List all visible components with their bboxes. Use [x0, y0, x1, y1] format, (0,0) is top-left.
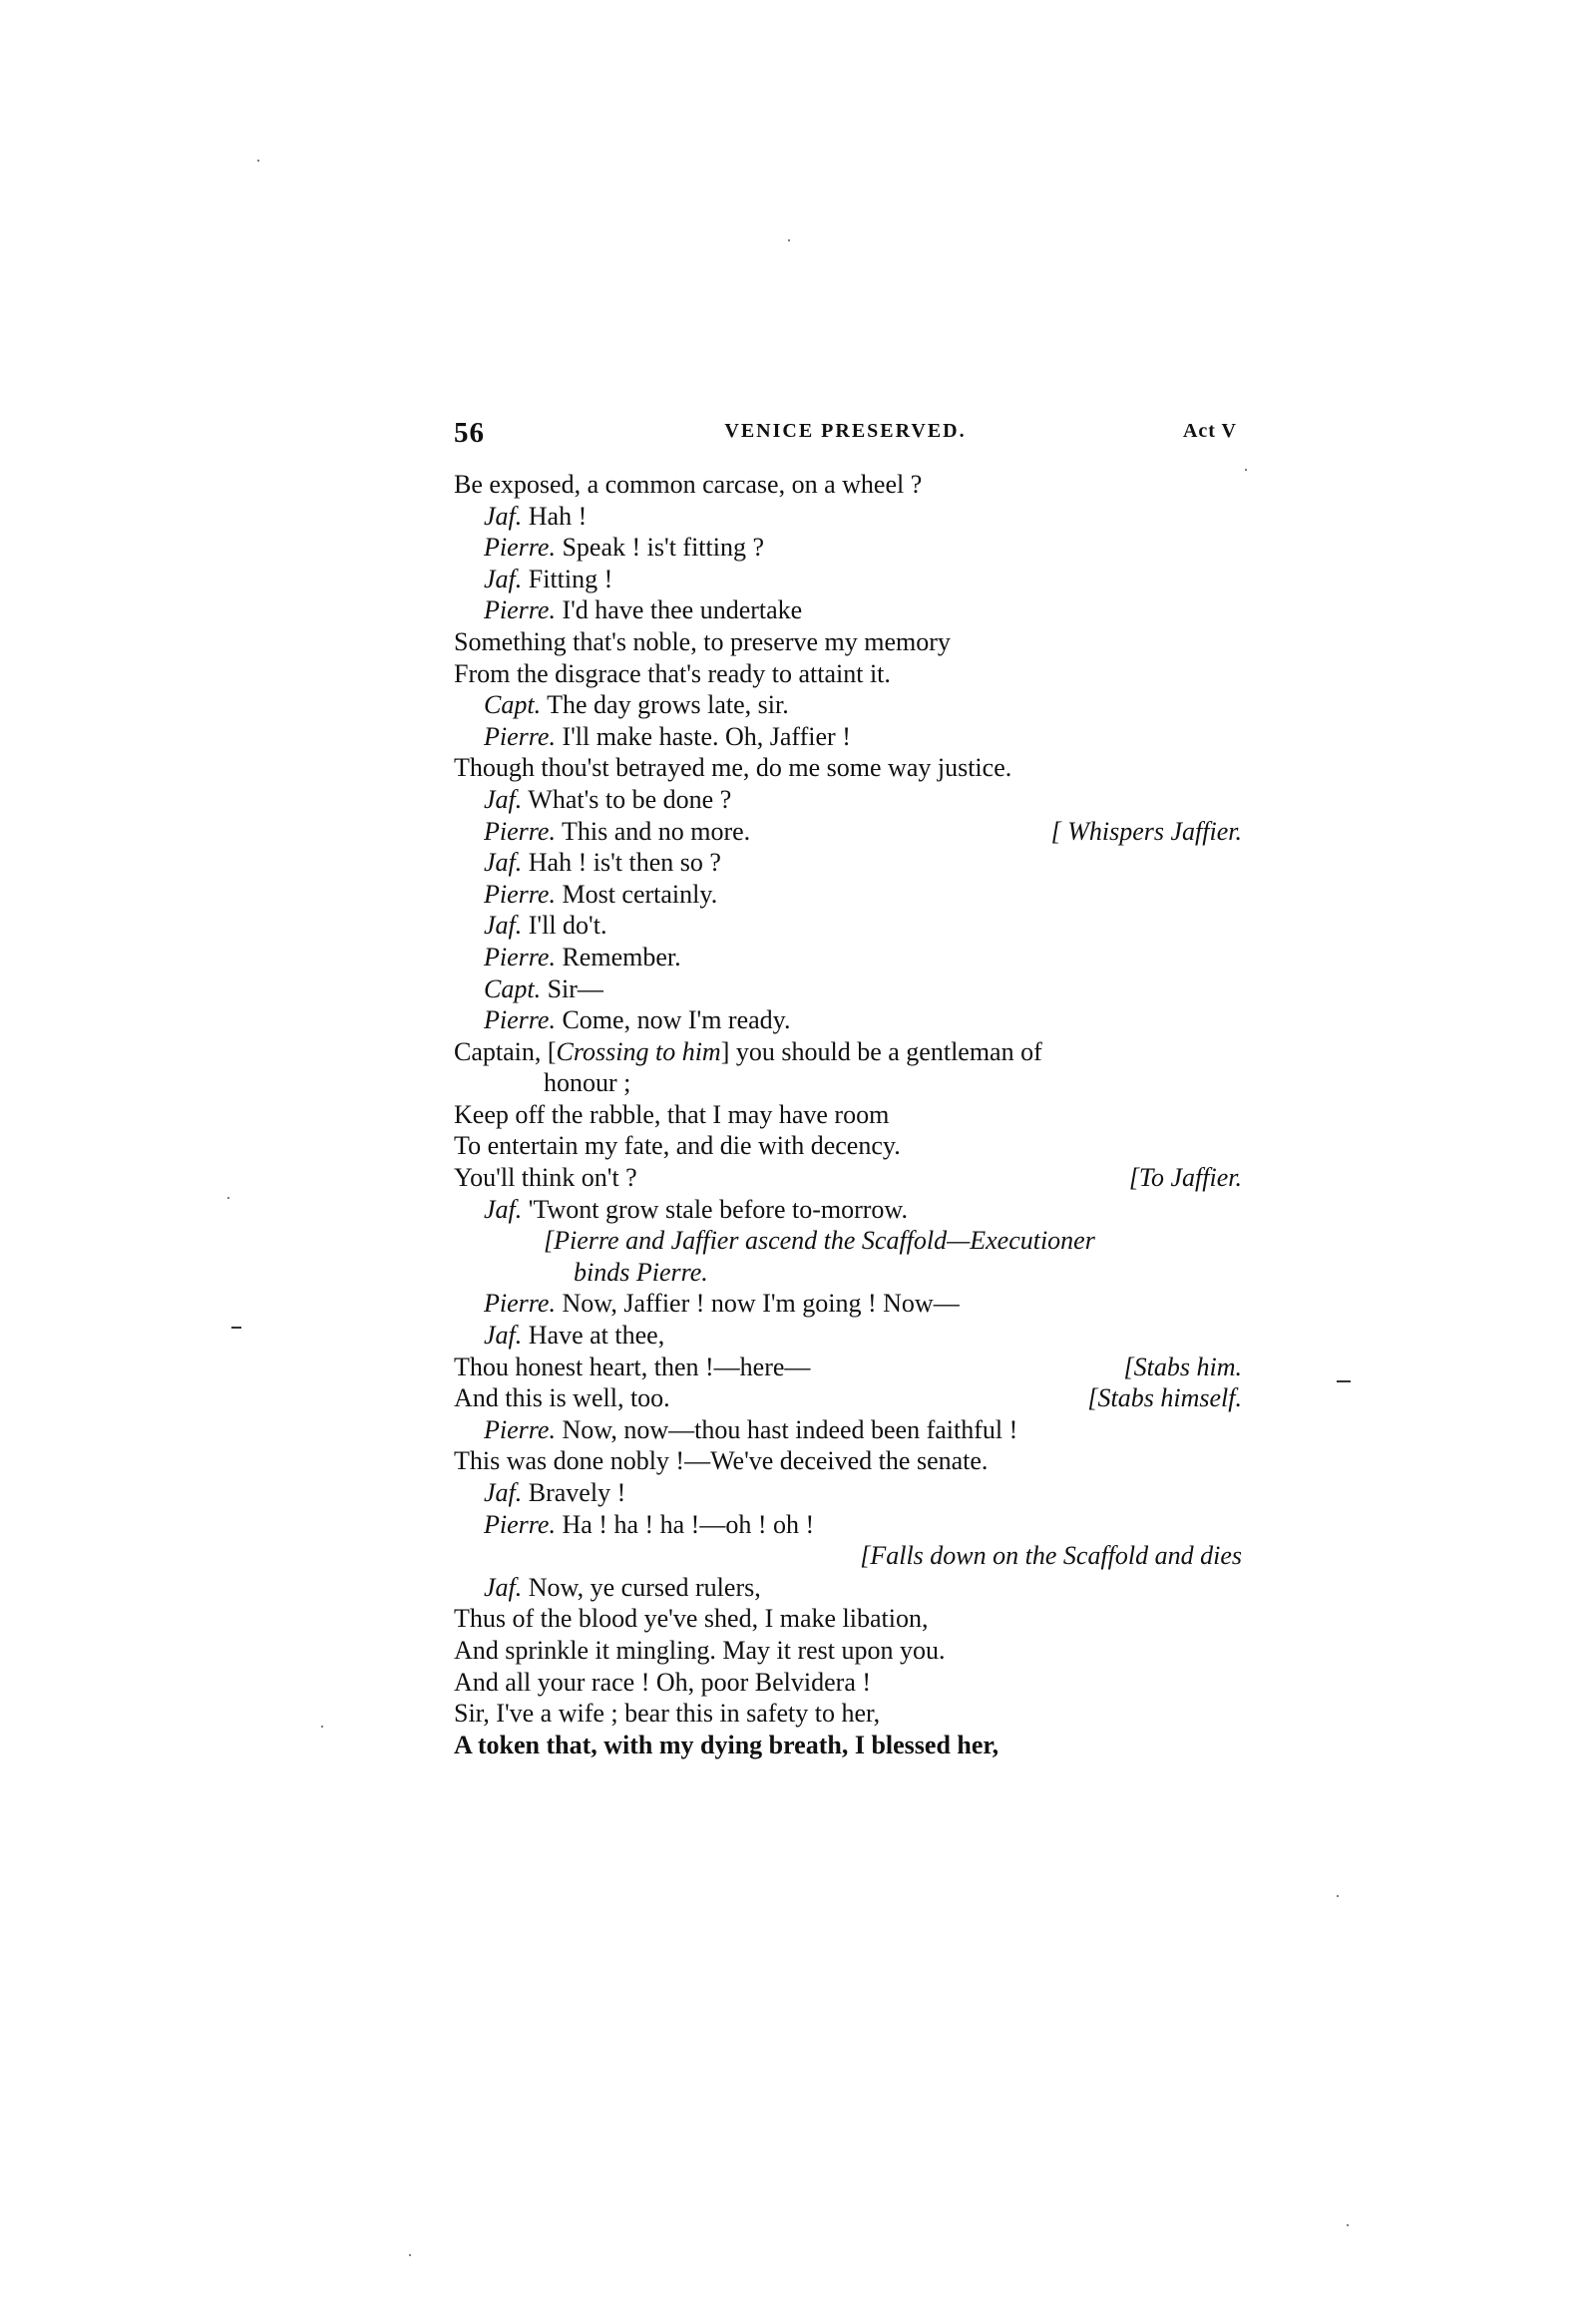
text-line — [454, 1635, 1242, 1667]
line-text: A token that, with my dying breath, I blessed her, — [454, 1730, 999, 1759]
stage-direction: binds Pierre. — [574, 1257, 708, 1287]
text-line — [454, 1667, 1242, 1699]
stage-direction: [Stabs himself. — [1087, 1383, 1242, 1413]
text-line — [454, 564, 1242, 595]
speaker-name: Pierre. — [484, 533, 556, 563]
text-line — [454, 942, 1242, 973]
speaker-name: Jaf. — [484, 911, 523, 941]
stage-direction: [To Jaffier. — [1128, 1163, 1242, 1193]
line-text: Have at thee, — [522, 1321, 665, 1351]
speaker-name: Jaf. — [484, 1194, 523, 1224]
text-line — [454, 784, 1242, 816]
scan-speck — [1245, 469, 1247, 471]
scan-speck — [257, 160, 259, 162]
text-line — [454, 1099, 1242, 1131]
scan-speck — [788, 239, 790, 241]
line-text: What's to be done ? — [522, 784, 732, 814]
speaker-name: Jaf. — [484, 564, 523, 593]
scan-speck — [1347, 2224, 1349, 2226]
scan-mark — [1337, 1380, 1351, 1382]
line-text: The day grows late, sir. — [541, 690, 789, 720]
line-text: Something that's noble, to preserve my memory — [454, 626, 951, 656]
scan-mark — [231, 1327, 241, 1329]
speaker-name: Jaf. — [484, 848, 523, 878]
speaker-name: Pierre. — [484, 942, 556, 971]
line-text: And sprinkle it mingling. May it rest upon you. — [454, 1635, 946, 1665]
line-text: Remember. — [555, 942, 681, 971]
line-text: I'll do't. — [522, 911, 607, 941]
line-text: From the disgrace that's ready to attaint it. — [454, 658, 891, 688]
text-line — [454, 973, 1242, 1005]
text-line — [454, 910, 1242, 942]
play-text — [454, 469, 1242, 1760]
line-text: Hah ! — [522, 501, 588, 531]
line-text: Fitting ! — [522, 564, 613, 593]
speaker-name: Pierre. — [484, 721, 556, 751]
speaker-name: Pierre. — [484, 816, 556, 846]
line-text: And all your race ! Oh, poor Belvidera ! — [454, 1667, 872, 1697]
line-text: This and no more. — [555, 816, 751, 846]
speaker-name: Pierre. — [484, 1289, 556, 1319]
text-line — [454, 1162, 1242, 1194]
text-line — [454, 1036, 1242, 1068]
text-line — [454, 532, 1242, 564]
stage-direction: [Stabs him. — [1123, 1352, 1242, 1381]
line-text: Speak ! is't fitting ? — [555, 533, 765, 563]
stage-direction: [Falls down on the Scaffold and dies — [860, 1541, 1242, 1571]
text-line — [454, 689, 1242, 721]
text-line — [454, 879, 1242, 911]
line-text: This was done nobly !—We've deceived the senate. — [454, 1446, 989, 1476]
text-line — [454, 1320, 1242, 1352]
line-text: Now, Jaffier ! now I'm going ! Now— — [555, 1289, 960, 1319]
line-text: Now, now—thou hast indeed been faithful ! — [555, 1414, 1018, 1444]
scan-speck — [227, 1197, 229, 1199]
text-line — [454, 626, 1242, 658]
line-text: Most certainly. — [555, 879, 718, 909]
text-line — [454, 1225, 1242, 1257]
line-text: Sir, I've a wife ; bear this in safety to her, — [454, 1699, 881, 1729]
page-header — [454, 417, 1237, 457]
running-title: VENICE PRESERVED. — [724, 420, 967, 442]
speaker-name: Capt. — [484, 973, 542, 1003]
line-text: ] you should be a gentleman of — [720, 1036, 1042, 1066]
line-text: I'd have thee undertake — [555, 595, 803, 625]
text-line — [454, 1414, 1242, 1446]
line-text: Keep off the rabble, that I may have room — [454, 1099, 890, 1129]
line-text: You'll think on't ? — [454, 1163, 637, 1193]
text-line — [454, 1382, 1242, 1414]
line-text: I'll make haste. Oh, Jaffier ! — [555, 721, 851, 751]
inline-stage-direction: Crossing to him — [556, 1036, 721, 1066]
text-line — [454, 594, 1242, 626]
text-line — [454, 1540, 1242, 1572]
text-line — [454, 847, 1242, 879]
text-line — [454, 1194, 1242, 1226]
text-line — [454, 1572, 1242, 1604]
line-text: Sir— — [541, 973, 603, 1003]
line-text: And this is well, too. — [454, 1383, 670, 1413]
text-line — [454, 1698, 1242, 1730]
text-line — [454, 1257, 1242, 1289]
text-line — [454, 1509, 1242, 1541]
speaker-name: Jaf. — [484, 1321, 523, 1351]
text-line — [454, 1130, 1242, 1162]
text-line — [454, 1352, 1242, 1383]
line-text: Thus of the blood ye've shed, I make libation, — [454, 1604, 929, 1634]
speaker-name: Pierre. — [484, 595, 556, 625]
speaker-name: Jaf. — [484, 784, 523, 814]
speaker-name: Pierre. — [484, 1509, 556, 1539]
text-line — [454, 1288, 1242, 1320]
line-text: Now, ye cursed rulers, — [522, 1572, 761, 1602]
line-text: Be exposed, a common carcase, on a wheel ? — [454, 470, 923, 499]
text-line — [454, 816, 1242, 848]
text-line — [454, 501, 1242, 533]
line-text: Come, now I'm ready. — [555, 1005, 791, 1035]
page-number: 56 — [454, 417, 485, 449]
scan-speck — [321, 1726, 323, 1728]
line-text: honour ; — [544, 1068, 631, 1098]
line-text: Bravely ! — [522, 1478, 626, 1507]
speaker-name: Jaf. — [484, 1572, 523, 1602]
line-text: Thou honest heart, then !—here— — [454, 1352, 811, 1381]
text-line — [454, 721, 1242, 753]
text-line — [454, 1067, 1242, 1099]
scan-speck — [409, 2254, 411, 2256]
text-line — [454, 1445, 1242, 1477]
speaker-name: Capt. — [484, 690, 542, 720]
speaker-name: Pierre. — [484, 879, 556, 909]
text-line — [454, 1730, 1242, 1761]
speaker-name: Pierre. — [484, 1414, 556, 1444]
text-line — [454, 469, 1242, 501]
scan-speck — [1337, 1895, 1339, 1897]
speaker-name: Jaf. — [484, 1478, 523, 1507]
line-text: To entertain my fate, and die with decency. — [454, 1131, 901, 1161]
text-line — [454, 752, 1242, 784]
stage-direction: [ Whispers Jaffier. — [1050, 816, 1242, 846]
line-text: 'Twont grow stale before to-morrow. — [522, 1194, 909, 1224]
text-line — [454, 1004, 1242, 1036]
stage-direction: [Pierre and Jaffier ascend the Scaffold—Executioner — [544, 1226, 1095, 1256]
text-line — [454, 1477, 1242, 1509]
text-line — [454, 1603, 1242, 1635]
speaker-name: Pierre. — [484, 1005, 556, 1035]
line-text: Hah ! is't then so ? — [522, 848, 721, 878]
line-text: Captain, [ — [454, 1036, 557, 1066]
text-line — [454, 658, 1242, 690]
line-text: Ha ! ha ! ha !—oh ! oh ! — [555, 1509, 815, 1539]
line-text: Though thou'st betrayed me, do me some way justice. — [454, 753, 1012, 783]
act-label: Act V — [1182, 420, 1237, 442]
speaker-name: Jaf. — [484, 501, 523, 531]
